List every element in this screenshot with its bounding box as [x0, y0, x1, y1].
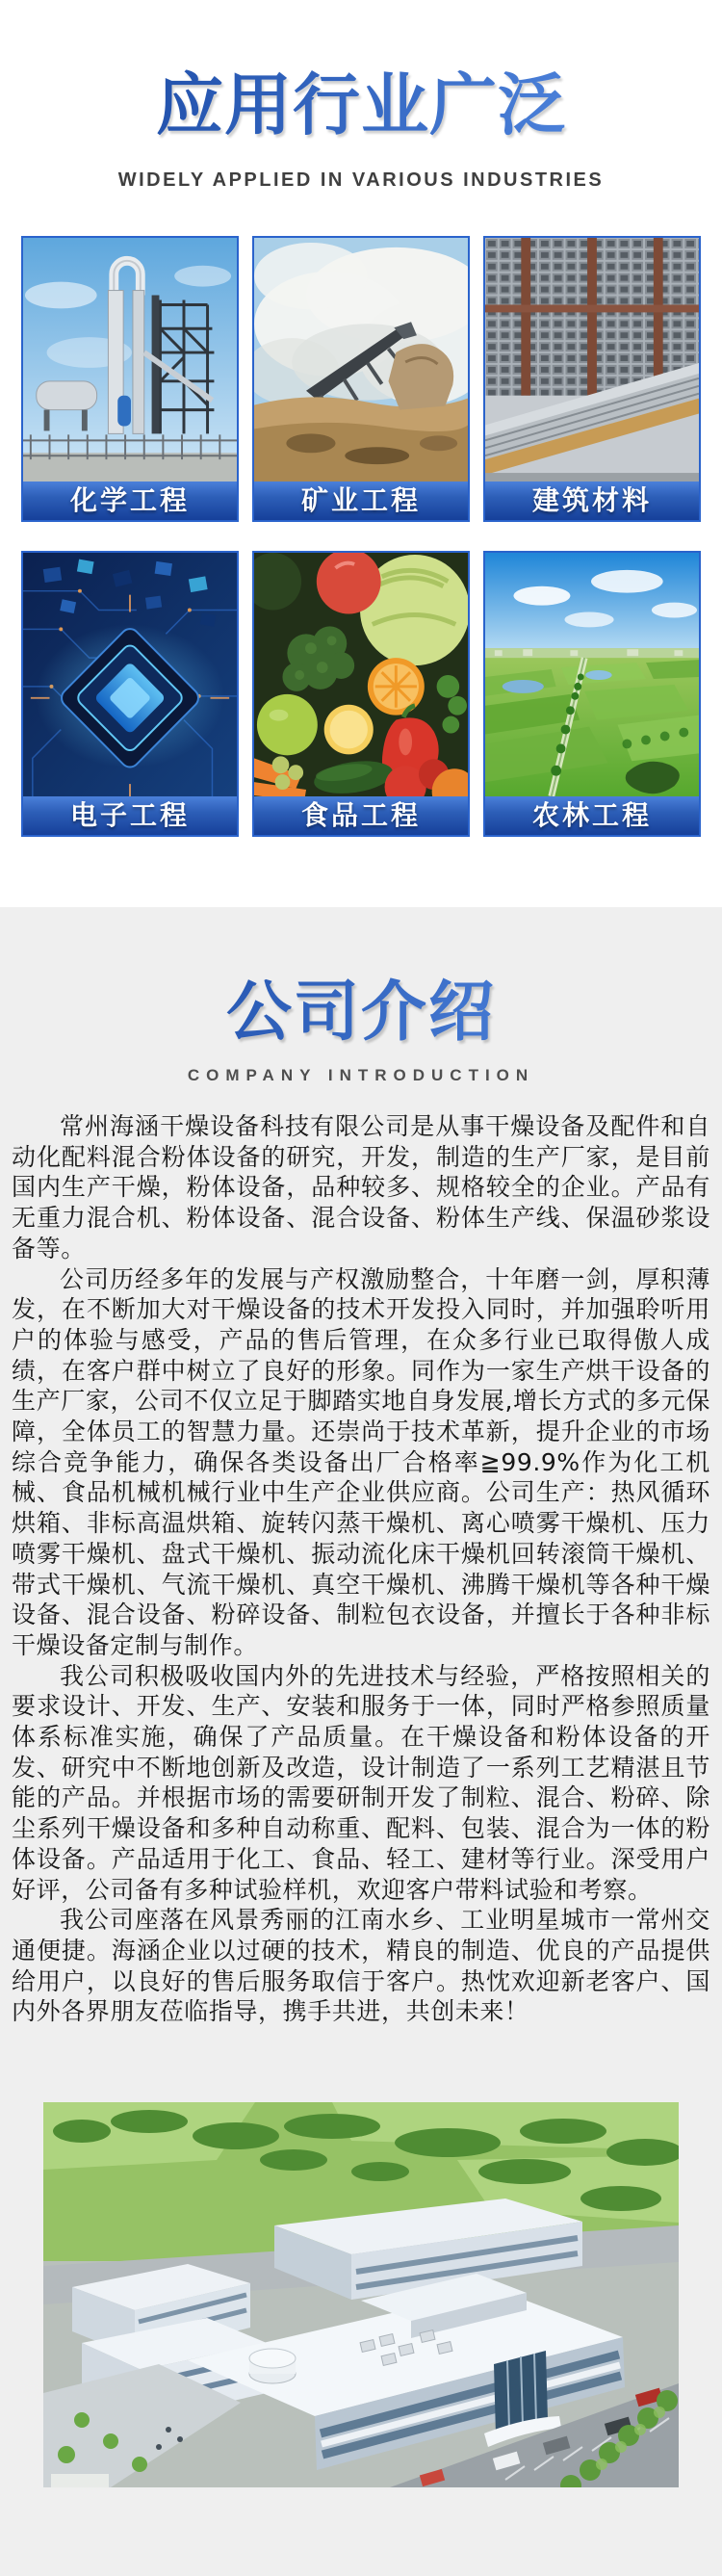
industries-section: [0, 0, 722, 907]
industry-label: 建筑材料: [485, 481, 699, 520]
steel-profiles-photo: [485, 238, 699, 481]
industry-card-materials: [483, 236, 701, 522]
intro-paragraph: 我公司座落在风景秀丽的江南水乡、工业明星城市一常州交通便捷。海涵企业以过硬的技术，精良的制造、优良的产品提供给用户，以良好的售后服务取信于客户。热忱欢迎新老客户、国内外各界朋友莅临指导，携手共进，共创未来！: [12, 1906, 710, 2026]
industry-label: 电子工程: [23, 796, 237, 835]
industry-label: 食品工程: [254, 796, 468, 835]
industry-card-food: [252, 551, 470, 837]
company-title: 公司介绍: [0, 976, 722, 1049]
farmland-aerial-photo: [485, 553, 699, 796]
industry-card-electronics: [21, 551, 239, 837]
company-subtitle: COMPANY INTRODUCTION: [187, 1066, 535, 1084]
factory-campus-aerial-photo: [43, 2102, 679, 2487]
industries-title: 应用行业广泛: [0, 60, 722, 150]
chemical-plant-photo: [23, 238, 237, 481]
intro-paragraph: 我公司积极吸收国内外的先进技术与经验，严格按照相关的要求设计、开发、生产、安装和服务于一体，同时严格参照质量体系标准实施，确保了产品质量。在干燥设备和粉体设备的开发、研究中不断地创新及改造，设计制造了一系列工艺精湛且节能的产品。并根据市场的需要研制开发了制粒、混合、粉碎、除尘系列干燥设备和多种自动称重、配料、包装、混合为一体的粉体设备。产品适用于化工、食品、轻工、建材等行业。深受用户好评，公司备有多种试验样机，欢迎客户带料试验和考察。: [12, 1661, 710, 1904]
company-section: [0, 907, 722, 2576]
intro-paragraph: 公司历经多年的发展与产权激励整合，十年磨一剑，厚积薄发，在不断加大对干燥设备的技术开发投入同时，并加强聆听用户的体验与感受，产品的售后管理，在众多行业已取得傲人成绩，在客户群中树立了良好的形象。同作为一家生产烘干设备的生产厂家，公司不仅立足于脚踏实地自身发展,增长方式的多元保障，全体员工的智慧力量。还崇尚于技术革新，提升企业的市场综合竞争能力，确保各类设备出厂合格率≧99.9%作为化工机械、食品机械机械行业中生产企业供应商。公司生产：热风循环烘箱、非标高温烘箱、旋转闪蒸干燥机、离心喷雾干燥机、压力喷雾干燥机、盘式干燥机、振动流化床干燥机回转滚筒干燥机、带式干燥机、气流干燥机、真空干燥机、沸腾干燥机等各种干燥设备、混合设备、粉碎设备、制粒包衣设备，并擅长于各种非标干燥设备定制与制作。: [12, 1264, 710, 1659]
industries-subtitle: WIDELY APPLIED IN VARIOUS INDUSTRIES: [117, 169, 605, 191]
industry-label: 化学工程: [23, 481, 237, 520]
intro-paragraph: 常州海涵干燥设备科技有限公司是从事干燥设备及配件和自动化配料混合粉体设备的研究，开发，制造的生产厂家，是目前国内生产干燥，粉体设备，品种较多、规格较全的企业。产品有无重力混合机、粉体设备、混合设备、粉体生产线、保温砂浆设备等。: [12, 1112, 710, 1262]
industry-card-chemical: [21, 236, 239, 522]
industry-label: 农林工程: [485, 796, 699, 835]
circuit-board-chip-photo: [23, 553, 237, 796]
industry-card-mining: [252, 236, 470, 522]
industries-grid: [21, 236, 701, 837]
industry-label: 矿业工程: [254, 481, 468, 520]
industry-card-agriculture: [483, 551, 701, 837]
mining-quarry-photo: [254, 238, 468, 481]
fruits-vegetables-photo: [254, 553, 468, 796]
company-intro-text: [12, 1111, 710, 2027]
